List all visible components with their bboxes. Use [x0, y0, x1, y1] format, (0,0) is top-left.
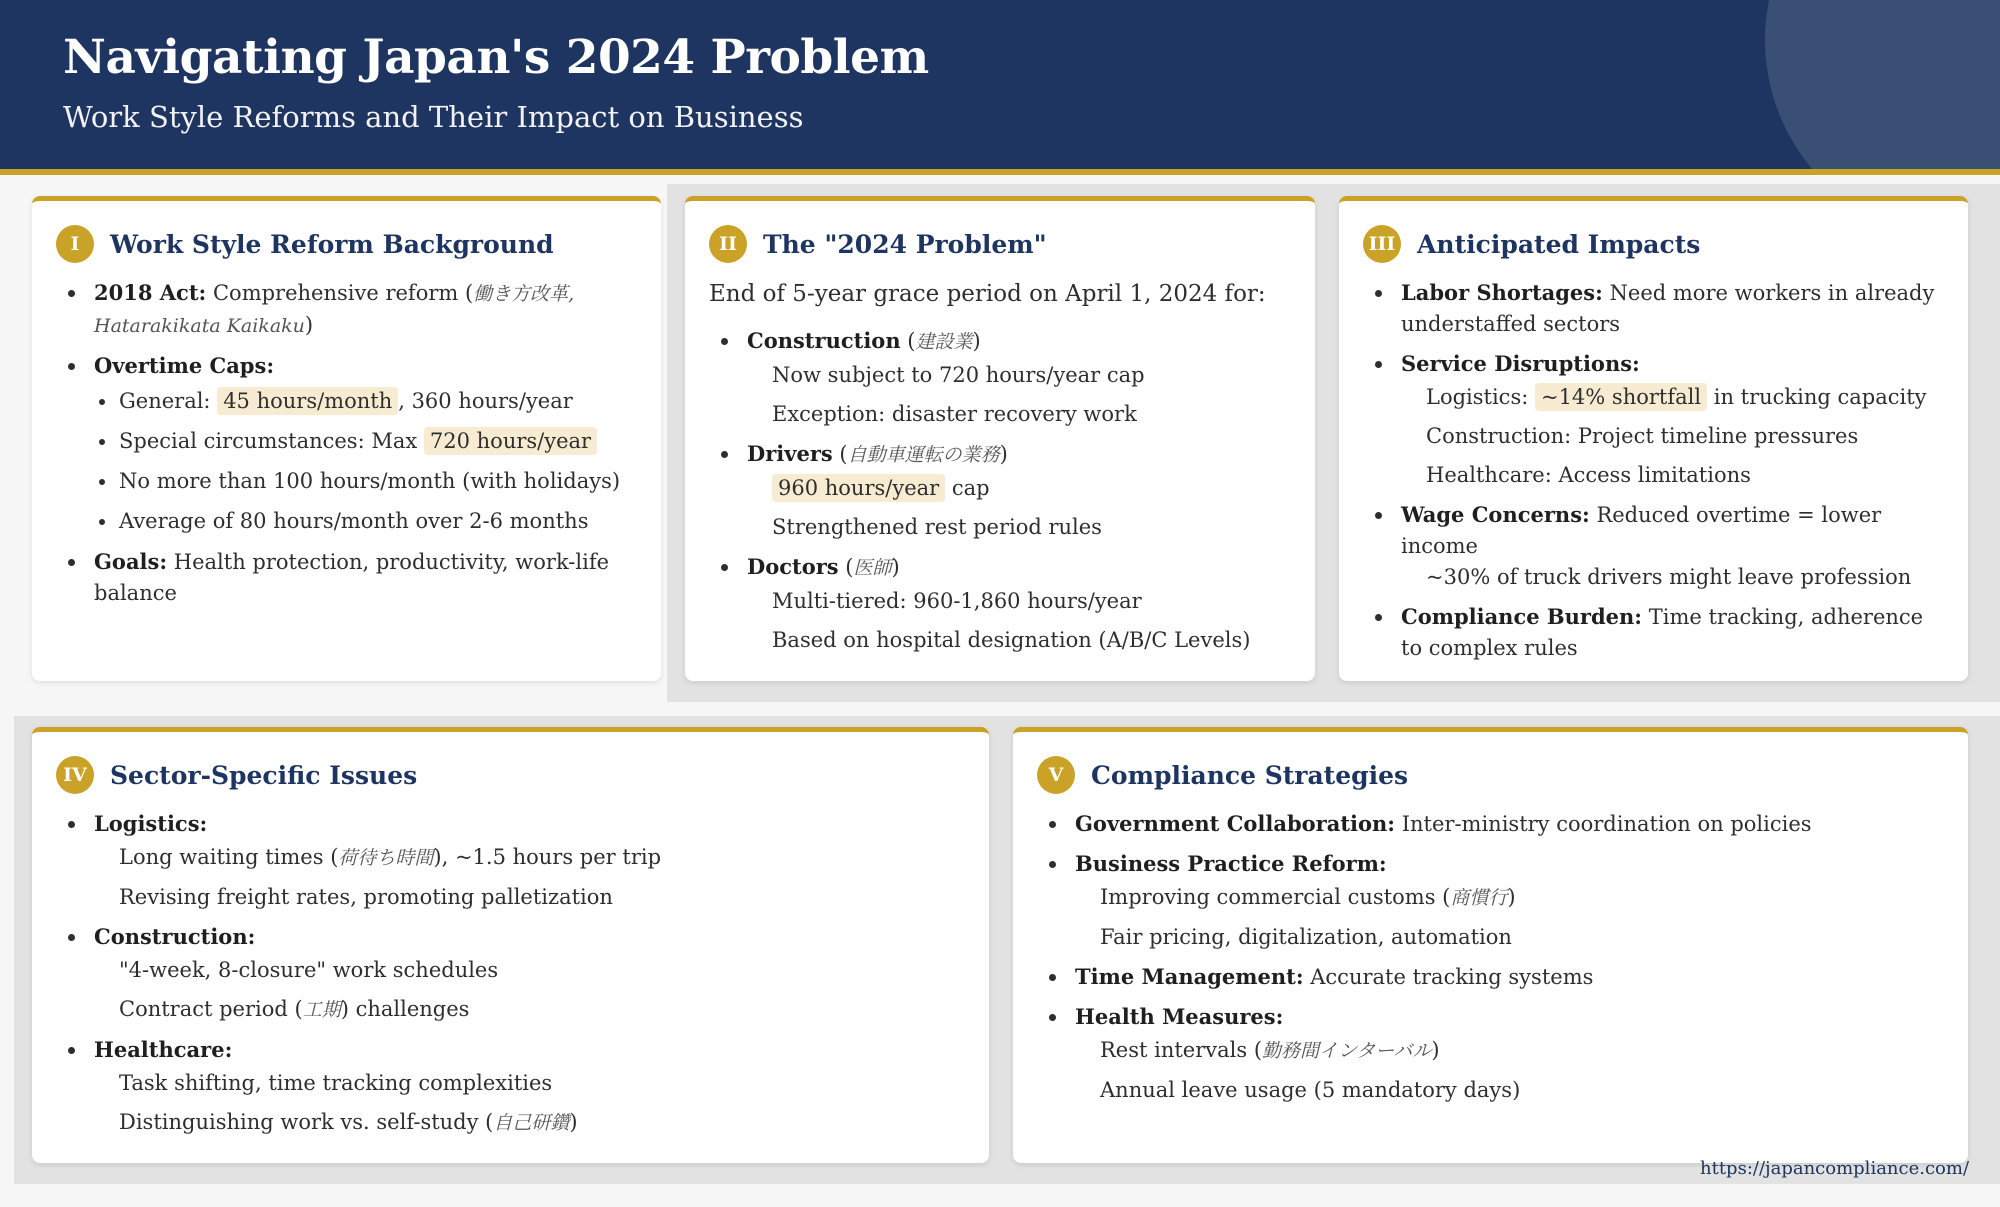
list-item: Overtime Caps: General: 45 hours/month , 360 hours/year Special circumstances: Max 720 hours/year No more than 100 hours/month (with holidays) Average of 80 hours/month over 2-6 months — [56, 350, 637, 537]
list-item: Compliance Burden: Time tracking, adherence to complex rules — [1363, 601, 1944, 664]
list-item: Construction (建設業) Now subject to 720 hours/year cap Exception: disaster recovery work — [709, 325, 1291, 430]
card-title: Work Style Reform Background — [110, 229, 554, 259]
card-anticipated-impacts — [1339, 196, 1968, 681]
list-item: Construction: "4-week, 8-closure" work schedules Contract period (工期) challenges — [56, 921, 965, 1026]
card-sector-specific-issues — [32, 727, 989, 1163]
page-title: Navigating Japan's 2024 Problem — [63, 30, 929, 85]
section-badge: I — [56, 225, 94, 263]
list-item: Health Measures: Rest intervals (勤務間インターバル) Annual leave usage (5 mandatory days) — [1037, 1001, 1944, 1106]
card-title: Anticipated Impacts — [1417, 229, 1701, 259]
list-item: Business Practice Reform: Improving commercial customs (商慣行) Fair pricing, digitalization, automation — [1037, 848, 1944, 953]
page-header — [0, 0, 2000, 175]
card-compliance-strategies — [1013, 727, 1968, 1163]
list-item: 2018 Act: Comprehensive reform (働き方改革, Hatarakikata Kaikaku) — [56, 277, 637, 342]
list-item: Doctors (医師) Multi-tiered: 960-1,860 hours/year Based on hospital designation (A/B/C Levels) — [709, 551, 1291, 656]
page-subtitle: Work Style Reforms and Their Impact on Business — [63, 100, 804, 134]
section-badge: III — [1363, 225, 1401, 263]
card-title: The "2024 Problem" — [763, 229, 1047, 259]
list-item: Logistics: Long waiting times (荷待ち時間), ~1.5 hours per trip Revising freight rates, promoting palletization — [56, 808, 965, 913]
list-item: Drivers (自動車運転の業務) 960 hours/year cap Strengthened rest period rules — [709, 438, 1291, 543]
decorative-circle — [1765, 0, 2000, 175]
list-item: Wage Concerns: Reduced overtime = lower income ~30% of truck drivers might leave profession — [1363, 499, 1944, 593]
lead-text: End of 5-year grace period on April 1, 2024 for: — [709, 281, 1266, 307]
section-badge: V — [1037, 756, 1075, 794]
highlight-chip: 45 hours/month — [217, 387, 398, 415]
card-work-style-reform-background — [32, 196, 661, 681]
card-2024-problem — [685, 196, 1315, 681]
highlight-chip: 960 hours/year — [772, 474, 945, 502]
highlight-chip: 720 hours/year — [424, 427, 597, 455]
highlight-chip: ~14% shortfall — [1535, 383, 1707, 411]
list-item: Goals: Health protection, productivity, work-life balance — [56, 546, 637, 609]
list-item: No more than 100 hours/month (with holidays) — [94, 466, 637, 497]
list-item: Healthcare: Task shifting, time tracking complexities Distinguishing work vs. self-study (自己研鑽) — [56, 1034, 965, 1139]
list-item: Labor Shortages: Need more workers in already understaffed sectors — [1363, 277, 1944, 340]
card-title: Sector-Specific Issues — [110, 760, 418, 790]
list-item: General: 45 hours/month , 360 hours/year — [94, 386, 637, 417]
list-item: Service Disruptions: Logistics: ~14% shortfall in trucking capacity Construction: Project timeline pressures Healthcare: Access limitations — [1363, 348, 1944, 491]
section-badge: II — [709, 225, 747, 263]
section-badge: IV — [56, 756, 94, 794]
list-item: Time Management: Accurate tracking systems — [1037, 961, 1944, 993]
card-title: Compliance Strategies — [1091, 760, 1409, 790]
list-item: Average of 80 hours/month over 2-6 months — [94, 506, 637, 537]
list-item: Special circumstances: Max 720 hours/year — [94, 426, 637, 457]
footer-url[interactable]: https://japancompliance.com/ — [1700, 1158, 1970, 1179]
list-item: Government Collaboration: Inter-ministry coordination on policies — [1037, 808, 1944, 840]
